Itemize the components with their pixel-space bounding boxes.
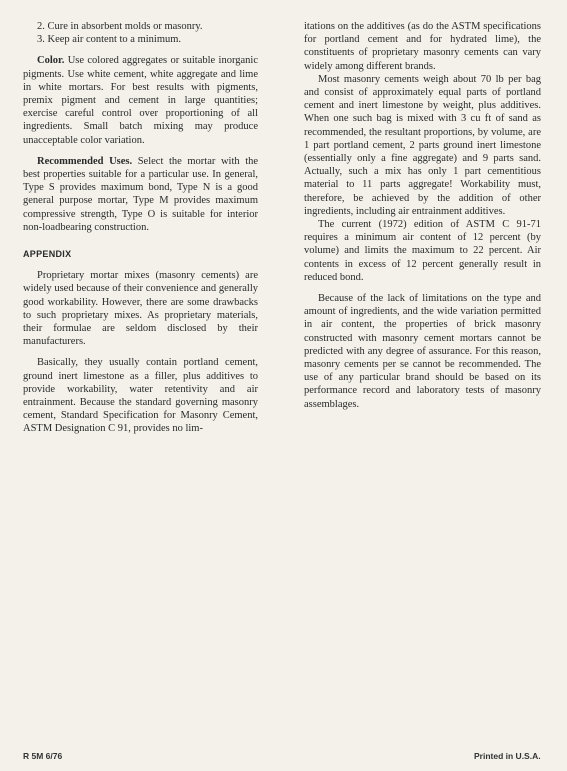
continued-paragraph: itations on the additives (as do the ASTM specifications for portland cement and for hydrated lime), the constituents of proprietary masonry cements can vary widely among different brands.: [304, 21, 541, 72]
recommended-uses-paragraph: [23, 155, 258, 234]
list-item: 3. Keep air content to a minimum.: [37, 34, 182, 46]
printed-in-label: Printed in U.S.A.: [474, 751, 541, 761]
color-text: Use colored aggregates or suitable inorganic pigments. Use white cement, white aggregate and lime in white mortars. For best results with pigments, premix pigment and cement in large quantities; exercise careful control over proportioning of all ingredients. Small batch mixing may produce unacceptable color variation.: [23, 55, 259, 146]
appendix-paragraph-2: Basically, they usually contain portland cement, ground inert limestone as a filler, plus additives to provide workability, water retentivity and air entrainment. Because the standard governing masonry cement, Standard Specification for Masonry Cement, ASTM Designation C 91, provides no lim-: [23, 357, 258, 435]
recommended-uses-text: Select the mortar with the best properties suitable for a particular use. In general, Type S provides maximum bond, Type N is a good general purpose mortar, Type M provides maximum compressive strength, Type O is suitable for interior non-loadbearing construction.: [23, 155, 259, 233]
bag-composition-paragraph: Most masonry cements weigh about 70 lb per bag and consist of approximately equal parts of portland cement and inert limestone by weight, plus additives. When one such bag is mixed with 3 cu ft of sand as recommended, the resultant proportions, by volume, are 1 part portland cement, 2 parts ground inert limestone (essentially only a fine aggregate) and 9 parts sand. Actually, such a mix has only 1 part cementitious material to 11 parts aggregate! Workability must, therefore, be achieved by the addition of other ingredients, including air entrainment additives.: [304, 73, 541, 217]
recommended-uses-heading: Recommended Uses.: [37, 155, 133, 167]
limitations-paragraph: Because of the lack of limitations on the type and amount of ingredients, and the wide variation permitted in air content, the properties of brick masonry constructed with masonry cement mortars cannot be predicted with any degree of assurance. For this reason, masonry cements per se cannot be recommended. The use of any particular brand should be based on its performance record and laboratory tests of masonry assemblages.: [304, 293, 541, 410]
appendix-paragraph-1: Proprietary mortar mixes (masonry cements) are widely used because of their convenience and generally good workability. However, there are some drawbacks to such proprietary mixes. As proprietary materials, their formulae are seldom disclosed by their manufacturers.: [23, 270, 258, 348]
print-code: R 5M 6/76: [23, 751, 63, 761]
left-column: [23, 20, 258, 436]
color-paragraph: [23, 54, 258, 146]
list-item: 2. Cure in absorbent molds or masonry.: [37, 21, 203, 32]
appendix-heading: APPENDIX: [23, 249, 72, 260]
astm-paragraph: The current (1972) edition of ASTM C 91-71 requires a minimum air content of 12 percent (by volume) and limits the maximum to 22 percent. Air contents in excess of 12 percent generally result in reduced bond.: [304, 219, 541, 283]
right-column: [304, 20, 541, 411]
color-heading: Color.: [37, 55, 65, 67]
